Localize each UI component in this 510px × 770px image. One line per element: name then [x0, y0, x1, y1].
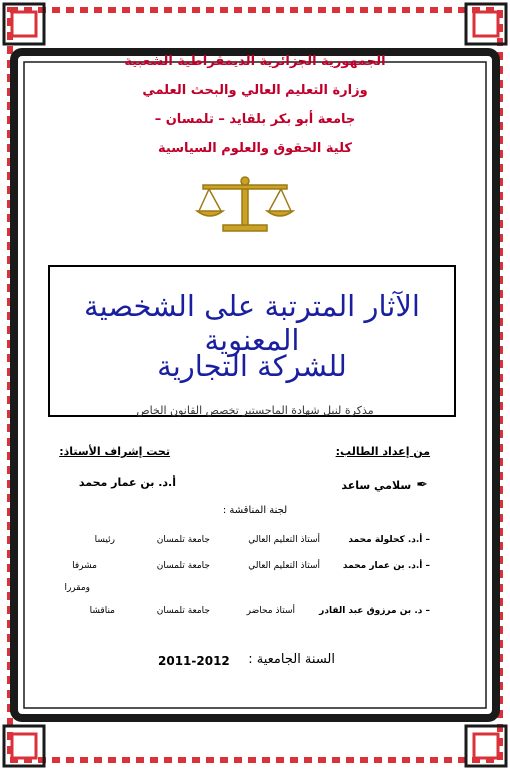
university-name: جامعة أبو بكر بلقايد – تلمسان – — [154, 112, 356, 127]
academic-year-label: السنة الجامعية : — [248, 652, 335, 667]
member-2-role: مشرفا — [72, 561, 97, 571]
student-name: سلامي ساعد — [341, 479, 412, 492]
member-1-university: جامعة تلمسان — [156, 535, 210, 545]
member-3-name: – د. بن مرزوق عبد القادر — [319, 606, 430, 616]
scales-of-justice-icon — [195, 175, 295, 237]
ministry-name: وزارة التعليم العالي والبحث العلمي — [142, 83, 368, 98]
member-1-rank: أستاذ التعليم العالي — [248, 535, 320, 545]
member-1-role: رئيسا — [94, 535, 115, 545]
thesis-title-line-1: الآثار المترتبة على الشخصية المعنوية — [84, 289, 420, 357]
degree-subtitle: مذكرة لنيل شهادة الماجستير تخصص القانون الخاص — [136, 404, 374, 417]
pen-icon: ✒ — [416, 477, 428, 493]
member-1-name: – أ.د. كحلولة محمد — [348, 535, 430, 545]
member-2-rank: أستاذ التعليم العالي — [248, 561, 320, 571]
academic-year-value: 2011-2012 — [158, 654, 230, 668]
committee-label: لجنة المناقشة : — [222, 505, 288, 516]
member-3-role: مناقشا — [89, 606, 115, 616]
supervisor-name: أ.د. بن عمار محمد — [78, 476, 176, 489]
thesis-title-line-2: للشركة التجارية — [157, 349, 347, 383]
republic-name: الجمهورية الجزائرية الديمقراطية الشعبية — [124, 54, 386, 69]
member-2-university: جامعة تلمسان — [156, 561, 210, 571]
student-label: من إعداد الطالب: — [335, 445, 430, 458]
member-2-role-extra: ومقررا — [64, 583, 90, 593]
supervisor-label: تحت إشراف الأستاذ: — [59, 445, 170, 458]
faculty-name: كلية الحقوق والعلوم السياسية — [158, 141, 352, 156]
student-entry — [341, 474, 428, 493]
member-2-name: – أ.د. بن عمار محمد — [342, 561, 430, 571]
title-box — [48, 265, 456, 417]
member-3-rank: أستاذ محاضر — [246, 606, 295, 616]
member-3-university: جامعة تلمسان — [156, 606, 210, 616]
